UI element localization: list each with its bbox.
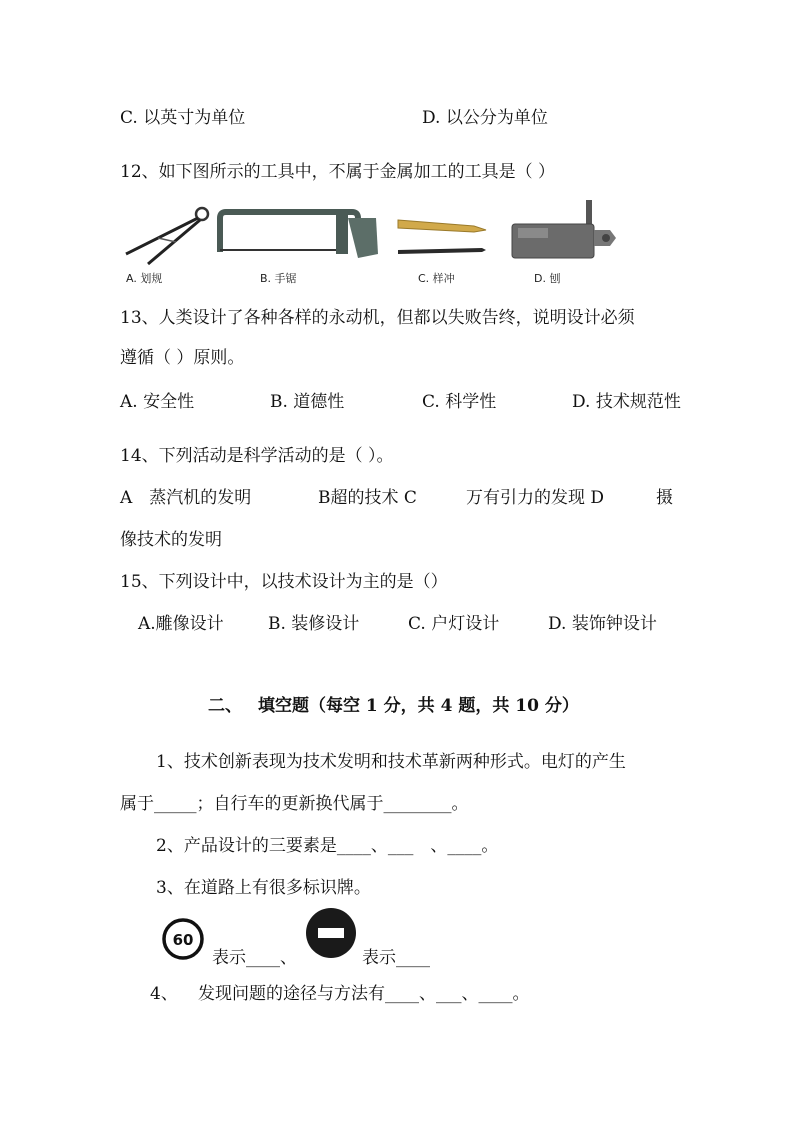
q14-option-b: B超的技术 C xyxy=(318,488,417,508)
hacksaw-icon xyxy=(212,208,387,262)
fill4-text: 发现问题的途径与方法有____、___、____。 xyxy=(198,984,530,1004)
fill3-sign2-caption: 表示____ xyxy=(362,948,430,968)
q13-option-a: A. 安全性 xyxy=(120,392,195,412)
fill3-text: 3、在道路上有很多标识牌。 xyxy=(156,878,371,898)
q11-option-c: C. 以英寸为单位 xyxy=(120,108,246,128)
q15-option-d: D. 装饰钟设计 xyxy=(548,614,657,634)
speed-limit-value: 60 xyxy=(172,931,194,949)
speed-limit-sign-icon xyxy=(162,918,204,960)
fill1-line-1: 1、技术创新表现为技术发明和技术革新两种形式。电灯的产生 xyxy=(156,752,626,772)
q14-option-d-end: 像技术的发明 xyxy=(120,530,222,550)
q14-option-a: A 蒸汽机的发明 xyxy=(120,488,252,508)
section-number: 二、 xyxy=(208,696,242,716)
q14-stem: 14、下列活动是科学活动的是（ ）。 xyxy=(120,446,394,466)
no-entry-sign-icon xyxy=(304,906,358,960)
q13-stem-line-1: 13、人类设计了各种各样的永动机，但都以失败告终，说明设计必须 xyxy=(120,308,635,328)
tool-label-c: C. 样冲 xyxy=(418,272,455,285)
hand-plane-icon xyxy=(508,198,620,270)
q15-stem: 15、下列设计中，以技术设计为主的是（） xyxy=(120,572,448,592)
q12-tool-images xyxy=(120,198,620,290)
q13-option-c: C. 科学性 xyxy=(422,392,497,412)
fill3-sign1-caption: 表示____、 xyxy=(212,948,297,968)
q14-option-c: 万有引力的发现 D xyxy=(466,488,605,508)
fill2-text: 2、产品设计的三要素是____、___ 、____。 xyxy=(156,836,499,856)
fill4-number: 4、 xyxy=(150,984,178,1004)
q15-option-b: B. 装修设计 xyxy=(268,614,360,634)
q11-option-d: D. 以公分为单位 xyxy=(422,108,548,128)
q12-stem: 12、如下图所示的工具中，不属于金属加工的工具是（ ） xyxy=(120,162,556,182)
q15-option-a: A.雕像设计 xyxy=(138,614,224,634)
q14-option-d-start: 摄 xyxy=(656,488,673,508)
divider-compass-icon xyxy=(120,202,215,268)
q13-option-b: B. 道德性 xyxy=(270,392,345,412)
q15-option-c: C. 户灯设计 xyxy=(408,614,500,634)
fill1-line-2: 属于_____；自行车的更新换代属于________。 xyxy=(120,794,469,814)
tool-label-b: B. 手锯 xyxy=(260,272,297,285)
tool-label-d: D. 刨 xyxy=(534,272,561,285)
section-title: 填空题（每空 1 分，共 4 题，共 10 分） xyxy=(258,696,579,716)
center-punch-icon xyxy=(394,212,490,262)
q13-option-d: D. 技术规范性 xyxy=(572,392,681,412)
q13-stem-line-2: 遵循（ ）原则。 xyxy=(120,348,245,368)
tool-label-a: A. 划规 xyxy=(126,272,163,285)
